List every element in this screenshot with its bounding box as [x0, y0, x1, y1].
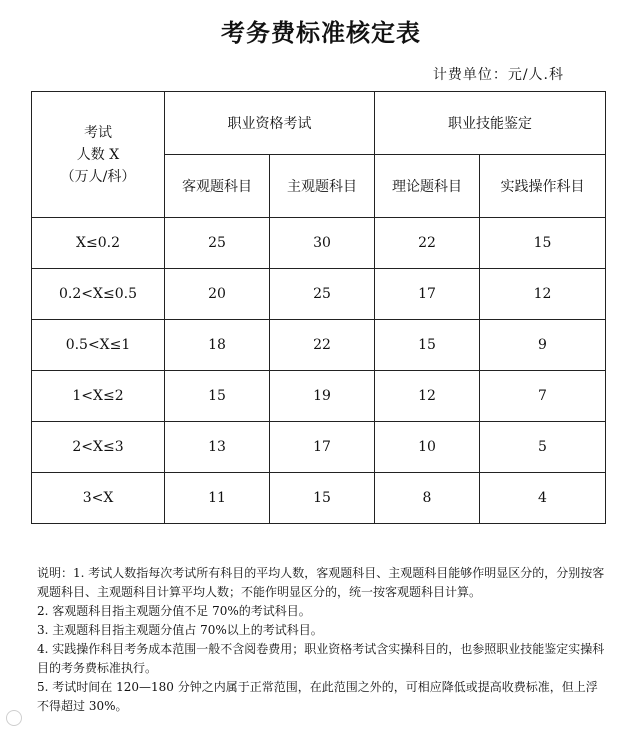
value-cell: 7 — [480, 371, 606, 422]
range-cell: 2<X≤3 — [32, 422, 165, 473]
value-cell: 22 — [270, 320, 375, 371]
corner-line: 人数 X — [76, 146, 120, 163]
range-cell: 0.2<X≤0.5 — [32, 269, 165, 320]
range-cell: 3<X — [32, 473, 165, 524]
table-row — [32, 320, 606, 371]
value-cell: 12 — [480, 269, 606, 320]
note-item: 5. 考试时间在 120—180 分钟之内属于正常范围，在此范围之外的，可相应降低或提高收费标准，但上浮不得超过 30%。 — [37, 680, 598, 713]
fee-table — [31, 91, 606, 524]
column-header: 实践操作科目 — [480, 155, 606, 218]
value-cell: 15 — [270, 473, 375, 524]
range-cell: 1<X≤2 — [32, 371, 165, 422]
column-header: 主观题科目 — [270, 155, 375, 218]
table-header-row-groups — [32, 92, 606, 155]
value-cell: 22 — [375, 218, 480, 269]
value-cell: 11 — [165, 473, 270, 524]
table-row — [32, 473, 606, 524]
value-cell: 4 — [480, 473, 606, 524]
value-cell: 15 — [375, 320, 480, 371]
table-row — [32, 371, 606, 422]
watermark-logo-icon — [6, 710, 22, 726]
billing-unit: 计费单位：元/人.科 — [432, 67, 564, 83]
corner-line: 考试 — [84, 124, 112, 141]
notes-section — [37, 564, 607, 716]
value-cell: 8 — [375, 473, 480, 524]
value-cell: 25 — [165, 218, 270, 269]
value-cell: 25 — [270, 269, 375, 320]
watermark — [6, 708, 76, 726]
value-cell: 15 — [165, 371, 270, 422]
value-cell: 13 — [165, 422, 270, 473]
value-cell: 17 — [270, 422, 375, 473]
value-cell: 20 — [165, 269, 270, 320]
note-item: 说明：1. 考试人数指每次考试所有科目的平均人数，客观题科目、主观题科目能够作明显区分的，分别按客观题科目、主观题科目计算平均人数；不能作明显区分的，统一按客观题科目计算。 — [37, 566, 605, 599]
value-cell: 15 — [480, 218, 606, 269]
note-item: 3. 主观题科目指主观题分值占 70%以上的考试科目。 — [37, 623, 323, 637]
value-cell: 10 — [375, 422, 480, 473]
value-cell: 17 — [375, 269, 480, 320]
page-title: 考务费标准核定表 — [221, 19, 421, 47]
value-cell: 19 — [270, 371, 375, 422]
column-header: 理论题科目 — [375, 155, 480, 218]
table-row — [32, 269, 606, 320]
value-cell: 30 — [270, 218, 375, 269]
corner-line: （万人/科） — [60, 168, 136, 185]
corner-header — [32, 92, 165, 218]
value-cell: 5 — [480, 422, 606, 473]
value-cell: 9 — [480, 320, 606, 371]
table-row — [32, 218, 606, 269]
column-header: 客观题科目 — [165, 155, 270, 218]
range-cell: 0.5<X≤1 — [32, 320, 165, 371]
range-cell: X≤0.2 — [32, 218, 165, 269]
value-cell: 18 — [165, 320, 270, 371]
note-item: 4. 实践操作科目考务成本范围一般不含阅卷费用；职业资格考试含实操科目的，也参照职业技能鉴定实操科目的考务费标准执行。 — [37, 642, 605, 675]
table-row — [32, 422, 606, 473]
note-item: 2. 客观题科目指主观题分值不足 70%的考试科目。 — [37, 604, 311, 618]
group-header-qualification: 职业资格考试 — [165, 92, 375, 155]
value-cell: 12 — [375, 371, 480, 422]
group-header-skill-appraisal: 职业技能鉴定 — [375, 92, 606, 155]
